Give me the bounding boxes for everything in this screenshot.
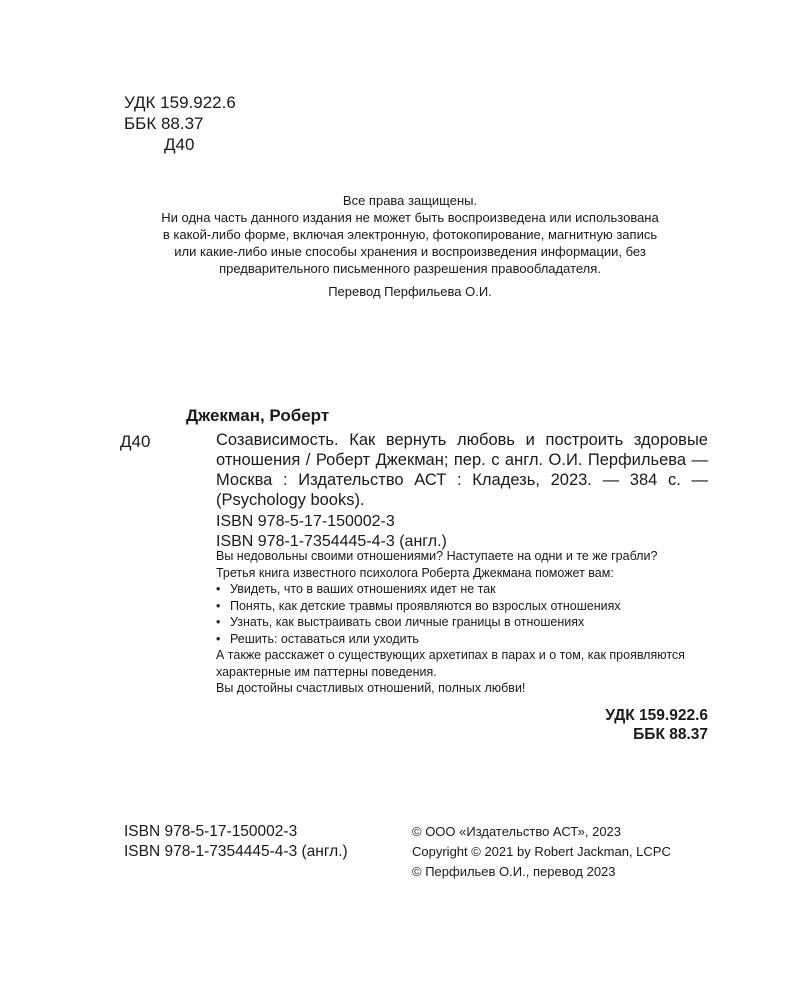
rights-line: предварительного письменного разрешения правообладателя. <box>219 261 601 276</box>
udk-code-bottom: УДК 159.922.6 <box>605 707 708 724</box>
annotation-list <box>216 581 708 647</box>
udk-code: УДК 159.922.6 <box>124 93 236 112</box>
isbn-english: ISBN 978-1-7354445-4-3 (англ.) <box>216 533 447 550</box>
annotation-intro: Третья книга известного психолога Роберта Джекмана поможет вам: <box>216 565 614 580</box>
bibliographic-title: Созависимость. Как вернуть любовь и построить здоровые отношения / Роберт Джекман; пер. с англ. О.И. Перфильева — Москва : Издательство АСТ : Кладезь, 2023. — 384 с. — (Psychology books). <box>216 431 708 509</box>
list-item: • Увидеть, что в ваших отношениях идет не так <box>216 581 708 598</box>
annotation-closing: Вы достойны счастливых отношений, полных любви! <box>216 681 526 695</box>
annotation-question: Вы недовольны своими отношениями? Наступаете на одни и те же грабли? <box>216 549 658 563</box>
isbn-russian: ISBN 978-5-17-150002-3 <box>216 513 395 530</box>
list-item: • Решить: оставаться или уходить <box>216 631 708 648</box>
bbk-code-bottom: ББК 88.37 <box>633 726 708 743</box>
author-name: Джекман, Роберт <box>186 406 330 425</box>
rights-line: в какой-либо форме, включая электронную, фотокопирование, магнитную запись <box>162 227 658 242</box>
bottom-classification-codes <box>605 706 708 744</box>
copyright-block <box>412 822 671 882</box>
side-author-sign: Д40 <box>120 432 151 451</box>
list-item: • Узнать, как выстраивать свои личные границы в отношениях <box>216 614 708 631</box>
annotation <box>216 548 708 697</box>
rights-notice <box>110 192 710 277</box>
copyright-line: © ООО «Издательство АСТ», 2023 <box>412 824 622 839</box>
classification-codes <box>124 92 236 155</box>
annotation-archetypes: А также расскажет о существующих архетипах в парах и о том, как проявляются характерные им паттерны поведения. <box>216 648 685 679</box>
copyright-line: Copyright © 2021 by Robert Jackman, LCPC <box>412 844 671 859</box>
rights-line: Все права защищены. <box>342 193 478 208</box>
bbk-code: ББК 88.37 <box>124 114 204 133</box>
isbn-footer <box>124 822 348 862</box>
author-sign: Д40 <box>164 135 195 154</box>
copyright-line: © Перфильев О.И., перевод 2023 <box>412 864 616 879</box>
isbn-english-footer: ISBN 978-1-7354445-4-3 (англ.) <box>124 843 348 860</box>
rights-line: Ни одна часть данного издания не может быть воспроизведена или использована <box>161 210 659 225</box>
list-item: • Понять, как детские травмы проявляются во взрослых отношениях <box>216 598 708 615</box>
rights-line: или какие-либо иные способы хранения и воспроизведения информации, без <box>174 244 646 259</box>
translator-credit: Перевод Перфильева О.И. <box>328 284 492 299</box>
isbn-russian-footer: ISBN 978-5-17-150002-3 <box>124 823 298 840</box>
isbn-block <box>216 512 447 552</box>
